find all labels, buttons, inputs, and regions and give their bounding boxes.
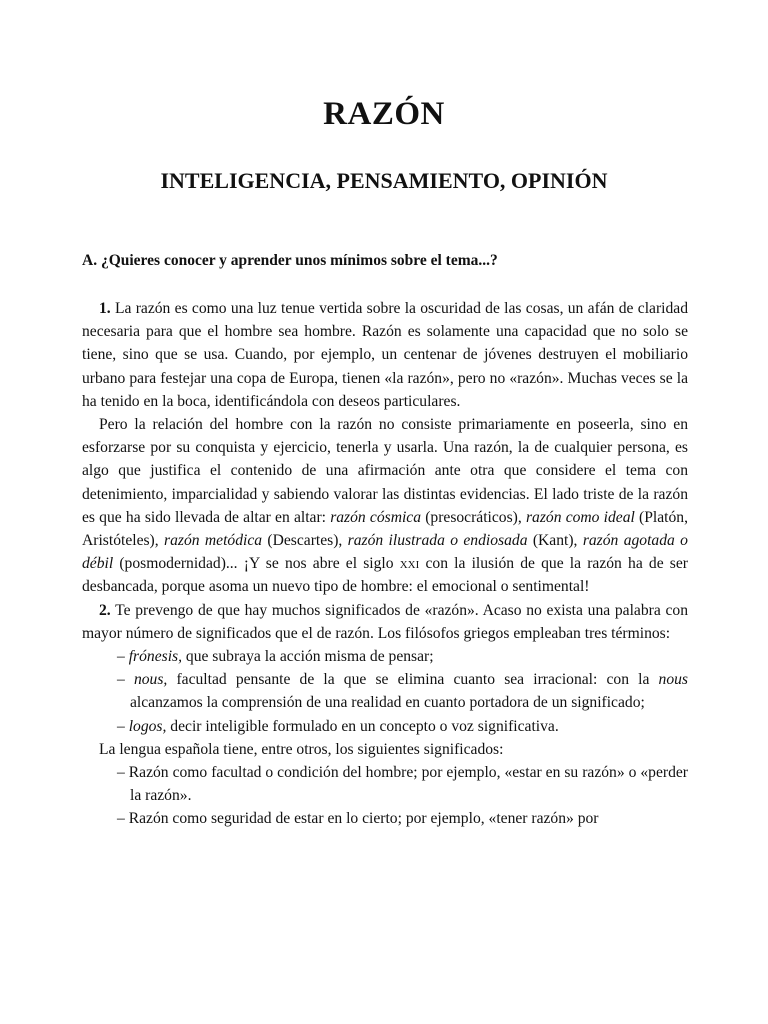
paragraph-text: (Kant), — [527, 532, 583, 550]
paragraph-text: con la ilusión de que la razón ha de ser desbancada, porque asoma un nuevo tipo de hombre: el emocional o sentimental! — [82, 555, 688, 596]
italic-term: nous — [658, 671, 688, 689]
paragraph-text: (presocráticos), — [421, 508, 526, 526]
paragraph-number: 1. — [99, 300, 111, 317]
paragraph-text: (Platón, Aristóteles), — [82, 508, 689, 550]
list-text: decir inteligible formulado en un concepto o voz significativa. — [166, 717, 559, 735]
page-title: RAZÓN — [323, 96, 445, 132]
italic-term: razón agotada o débil — [82, 532, 688, 573]
list-dash: – — [117, 648, 129, 666]
list-dash: – — [117, 671, 134, 689]
list-item — [82, 668, 688, 714]
italic-term: razón metódica — [164, 532, 263, 550]
paragraph-2 — [82, 413, 688, 599]
paragraph-text: (Descartes), — [262, 532, 348, 550]
paragraph-text: Pero la relación del hombre con la razón no consiste primariamente en poseerla, sino en esforzarse por su conquista y ejercicio, tenerla y usarla. Una razón, la de cualquier persona, es algo que justifica el contenido de una afirmación ante otra que considere el tema con detenimiento, imparcialidad y sabiendo valorar las distintas evidencias. El lado triste de la razón es que ha sido llevada de altar en altar: — [82, 416, 688, 526]
section-heading: A. ¿Quieres conocer y aprender unos mínimos sobre el tema...? — [82, 252, 498, 269]
paragraph-text: Te prevengo de que hay muchos significados de «razón». Acaso no exista una palabra con mayor número de significados que el de razón. Los filósofos griegos empleaban tres términos: — [82, 601, 688, 642]
list-text: facultad pensante de la que se elimina cuanto sea irracional: con la — [167, 671, 659, 689]
paragraph-1 — [82, 297, 688, 413]
paragraph-text: La razón es como una luz tenue vertida sobre la oscuridad de las cosas, un afán de claridad necesaria para que el hombre sea hombre. Razón es solamente una capacidad que no solo se tiene, sino que se usa. Cuando, por ejemplo, un centenar de jóvenes destruyen el mobiliario urbano para festejar una copa de Europa, tienen «la razón», pero no «razón». Muchas veces se la ha tenido en la boca, identificándola con deseos particulares. — [82, 300, 688, 410]
italic-term: logos, — [128, 717, 167, 735]
italic-term: razón ilustrada o endiosada — [347, 532, 528, 550]
greek-terms-list — [82, 645, 688, 738]
spanish-meanings-list — [82, 761, 688, 831]
list-dash: – — [117, 717, 129, 735]
paragraph-number: 2. — [99, 601, 111, 619]
list-item — [82, 715, 688, 738]
list-item: – Razón como seguridad de estar en lo cierto; por ejemplo, «tener razón» por — [117, 810, 599, 828]
paragraph-text: (posmodernidad)... ¡Y se nos abre el siglo — [113, 555, 400, 573]
italic-term: nous, — [133, 671, 168, 689]
list-item — [82, 645, 688, 668]
list-item: – Razón como facultad o condición del hombre; por ejemplo, «estar en su razón» o «perder la razón». — [117, 764, 688, 805]
paragraph-4: La lengua española tiene, entre otros, los siguientes significados: — [99, 740, 504, 758]
italic-term: frónesis, — [128, 648, 182, 666]
century-numeral: xxi — [399, 555, 420, 573]
list-text: que subraya la acción misma de pensar; — [182, 648, 434, 666]
italic-term: razón como ideal — [525, 508, 635, 526]
italic-term: razón cósmica — [330, 508, 422, 526]
body-text — [82, 297, 688, 831]
list-text: alcanzamos la comprensión de una realidad en cuanto portadora de un significado; — [130, 694, 645, 712]
page-subtitle: INTELIGENCIA, PENSAMIENTO, OPINIÓN — [160, 168, 608, 193]
paragraph-3 — [82, 599, 688, 645]
